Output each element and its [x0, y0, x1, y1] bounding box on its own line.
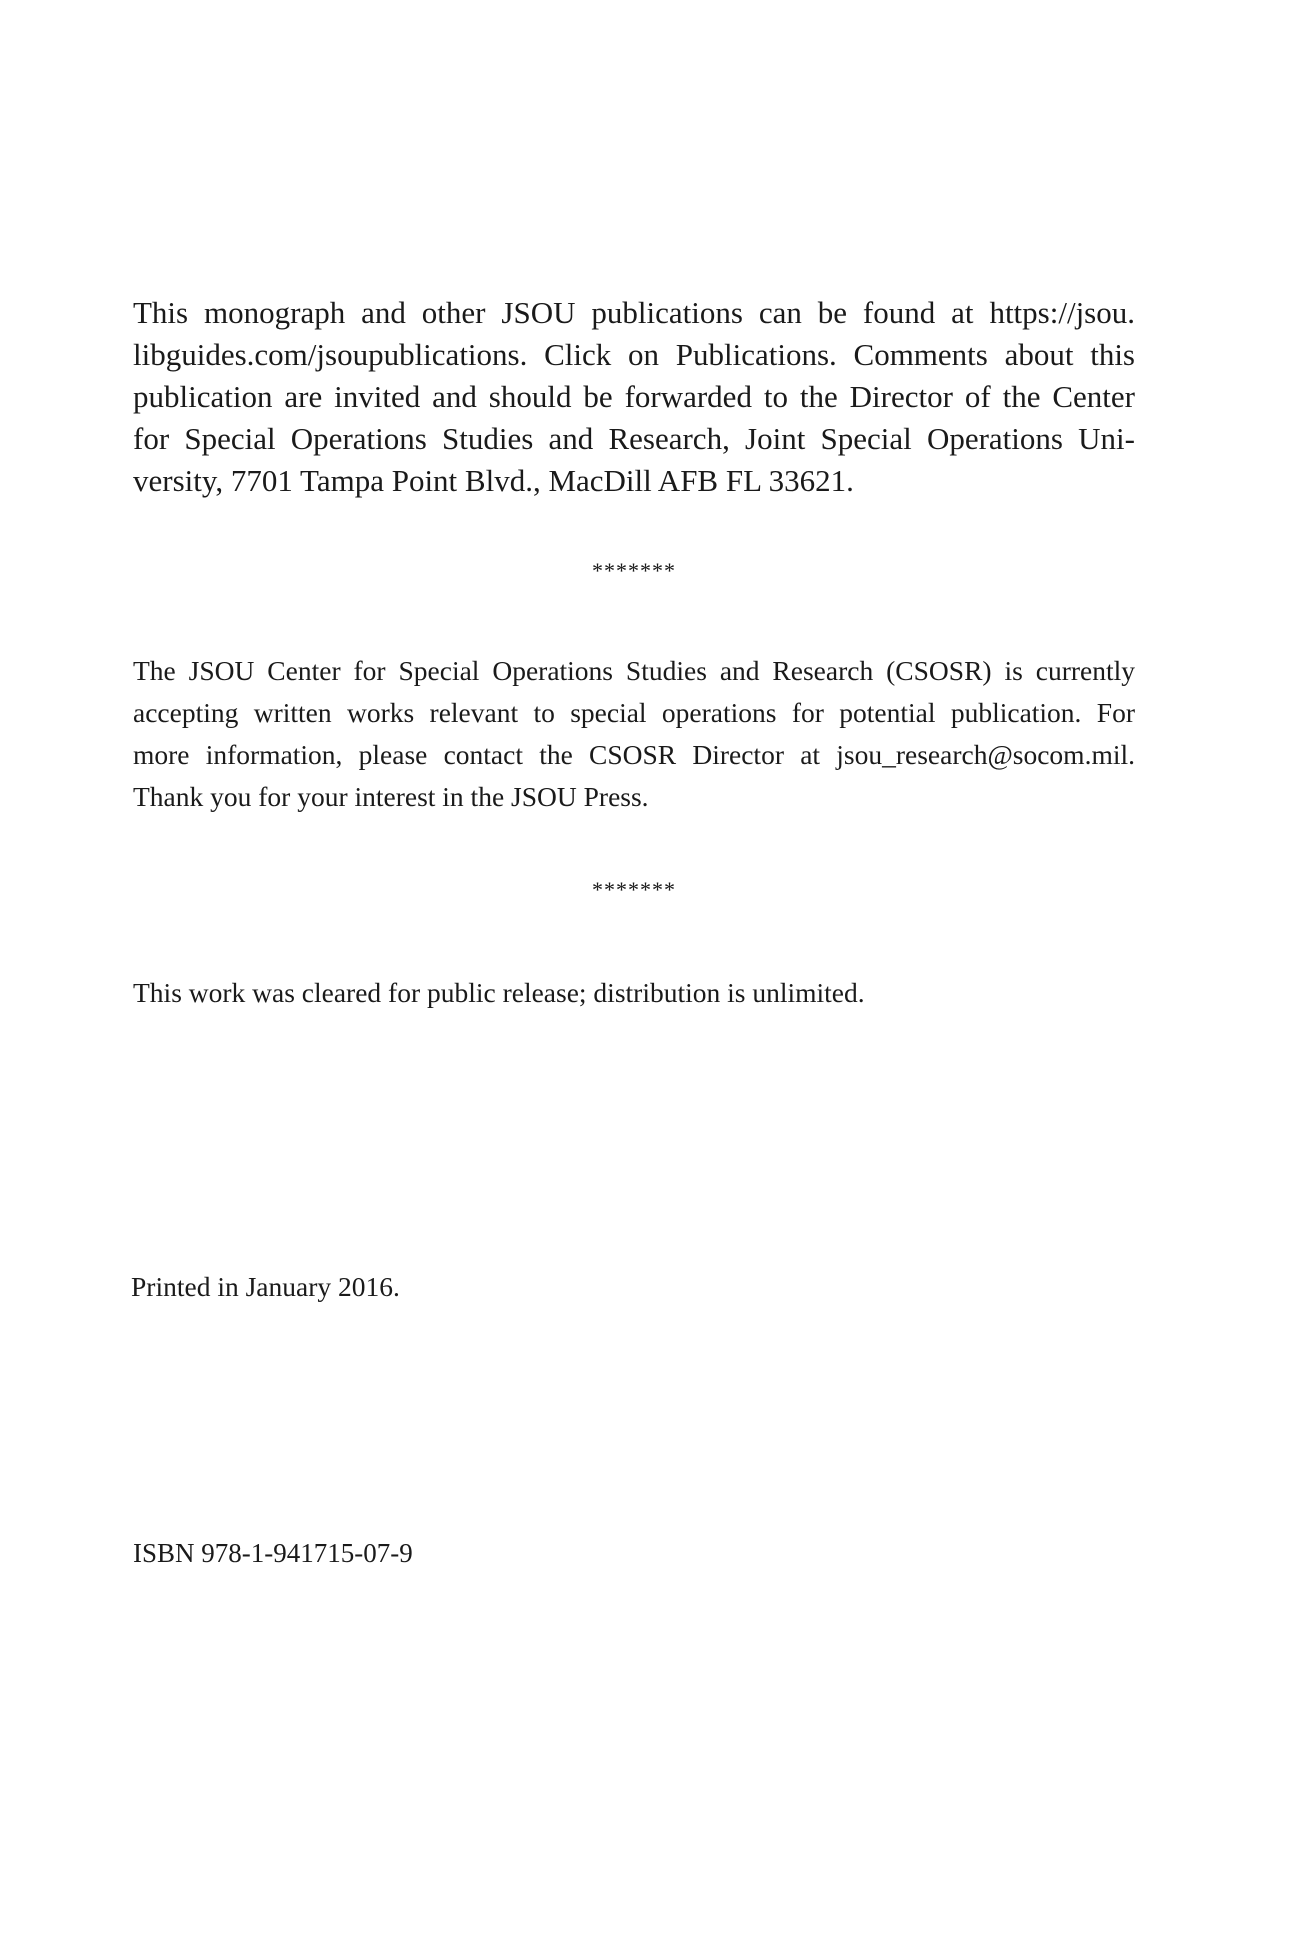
text-line: publication are invited and should be forwarded to the Director of the Center	[133, 379, 1135, 414]
publications-info-paragraph	[133, 292, 1135, 502]
text-line: versity, 7701 Tampa Point Blvd., MacDill AFB FL 33621.	[133, 463, 854, 498]
text-line: The JSOU Center for Special Operations Studies and Research (CSOSR) is currently	[133, 655, 1135, 686]
text-line: more information, please contact the CSOSR Director at jsou_research@socom.mil.	[133, 739, 1135, 770]
text-line: accepting written works relevant to special operations for potential publication. For	[133, 697, 1135, 728]
printed-date: Printed in January 2016.	[131, 1271, 400, 1302]
submissions-paragraph	[133, 650, 1135, 818]
text-line: for Special Operations Studies and Research, Joint Special Operations Uni-	[133, 421, 1135, 456]
text-line: libguides.com/jsoupublications. Click on Publications. Comments about this	[133, 337, 1135, 372]
section-separator: *******	[592, 877, 676, 902]
text-line: Thank you for your interest in the JSOU Press.	[133, 781, 649, 812]
section-separator: *******	[592, 558, 676, 583]
release-statement: This work was cleared for public release; distribution is unlimited.	[133, 977, 865, 1008]
isbn-number: ISBN 978-1-941715-07-9	[133, 1538, 413, 1568]
text-line: This monograph and other JSOU publications can be found at https://jsou.	[133, 295, 1135, 330]
